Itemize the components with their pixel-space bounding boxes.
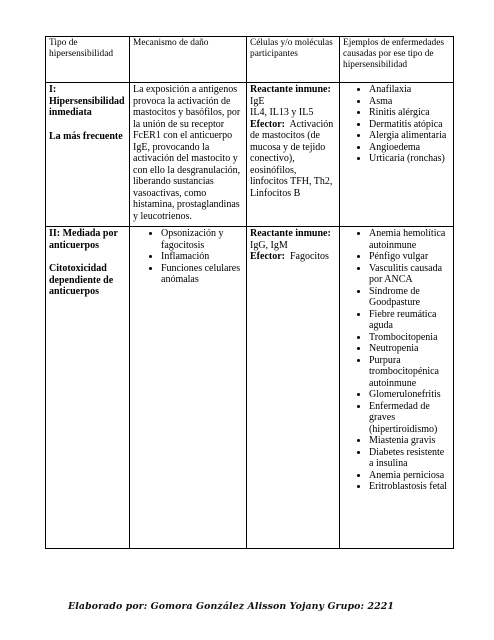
list-item: • Funciones celulares anómalas xyxy=(161,263,243,286)
efector-value: Fagocitos xyxy=(289,251,329,262)
list-item: • Anemia hemolítica autoinmune xyxy=(369,228,450,251)
reactante-label: Reactante inmune: xyxy=(250,84,331,95)
list-item: • Purpura trombocitopénica autoinmune xyxy=(369,355,450,390)
author-footer: Elaborado por: Gomora González Alisson Yojany Grupo: 2221 xyxy=(68,601,394,612)
tipo-subtitle: Citotoxicidad dependiente de anticuerpos xyxy=(49,263,114,297)
header-celulas: Células y/o moléculas participantes xyxy=(247,37,340,83)
reactante-value: IgG, IgM xyxy=(250,239,288,251)
efector-label: Efector: xyxy=(250,251,285,262)
list-item: • Opsonización y fagocitosis xyxy=(161,228,243,251)
mecanismo-list xyxy=(133,228,243,286)
reactante-value: IgE xyxy=(250,95,265,107)
tipo-title: I: Hipersensibilidad inmediata xyxy=(49,84,125,118)
list-item: • Enfermedad de graves (hipertiroidismo) xyxy=(369,401,450,436)
list-item: • Glomerulonefritis xyxy=(369,389,450,401)
efector-value: Activación de mastocitos (de mucosa y de tejido conectivo), eosinófilos, linfocitos TFH, Th2, Linfocitos B xyxy=(250,118,334,199)
efector-label: Efector: xyxy=(250,118,285,130)
cell-mecanismo-2 xyxy=(130,227,247,549)
cell-ejemplos-1 xyxy=(340,83,454,227)
reactante-label: Reactante inmune: xyxy=(250,228,331,239)
list-item: • Síndrome de Goodpasture xyxy=(369,286,450,309)
list-item: • Angioedema xyxy=(369,142,450,154)
header-mecanismo: Mecanismo de daño xyxy=(130,37,247,83)
hypersensitivity-table xyxy=(45,36,454,549)
cell-celulas-2 xyxy=(247,227,340,549)
list-item: • Miastenia gravis xyxy=(369,435,450,447)
list-item: • Diabetes resistente a insulina xyxy=(369,447,450,470)
cell-mecanismo-1 xyxy=(130,83,247,227)
list-item: • Fiebre reumática aguda xyxy=(369,309,450,332)
list-item: • Eritroblastosis fetal xyxy=(369,481,450,493)
table-header-row xyxy=(46,37,454,83)
cell-tipo-1 xyxy=(46,83,130,227)
cell-tipo-2 xyxy=(46,227,130,549)
list-item: • Trombocitopenia xyxy=(369,332,450,344)
ejemplos-list xyxy=(343,84,450,165)
cell-celulas-1 xyxy=(247,83,340,227)
list-item: • Inflamación xyxy=(161,251,243,263)
tipo-title: II: Mediada por anticuerpos xyxy=(49,228,118,251)
table-row xyxy=(46,227,454,549)
list-item: • Asma xyxy=(369,96,450,108)
interleukins: IL4, IL13 y IL5 xyxy=(250,107,314,118)
mecanismo-text: La exposición a antígenos provoca la activación de mastocitos y basófilos, por la unión de su receptor FcER1 con el anticuerpo IgE, provocando la activación del mastocito y con ello la desgranulación, liberando sustancias vasoactivas, como histamina, prostaglandinas y leucotrienos. xyxy=(133,84,241,222)
header-tipo: Tipo de hipersensibilidad xyxy=(46,37,130,83)
list-item: • Pénfigo vulgar xyxy=(369,251,450,263)
list-item: • Anafilaxia xyxy=(369,84,450,96)
list-item: • Rinitis alérgica xyxy=(369,107,450,119)
header-ejemplos: Ejemplos de enfermedades causadas por ese tipo de hipersensibilidad xyxy=(340,37,454,83)
list-item: • Dermatitis atópica xyxy=(369,119,450,131)
list-item: • Neutropenia xyxy=(369,343,450,355)
list-item: • Vasculitis causada por ANCA xyxy=(369,263,450,286)
list-item: • Urticaria (ronchas) xyxy=(369,153,450,165)
tipo-subtitle: La más frecuente xyxy=(49,130,123,142)
list-item: • Alergia alimentaria xyxy=(369,130,450,142)
table-row xyxy=(46,83,454,227)
cell-ejemplos-2 xyxy=(340,227,454,549)
ejemplos-list xyxy=(343,228,450,493)
list-item: • Anemia perniciosa xyxy=(369,470,450,482)
